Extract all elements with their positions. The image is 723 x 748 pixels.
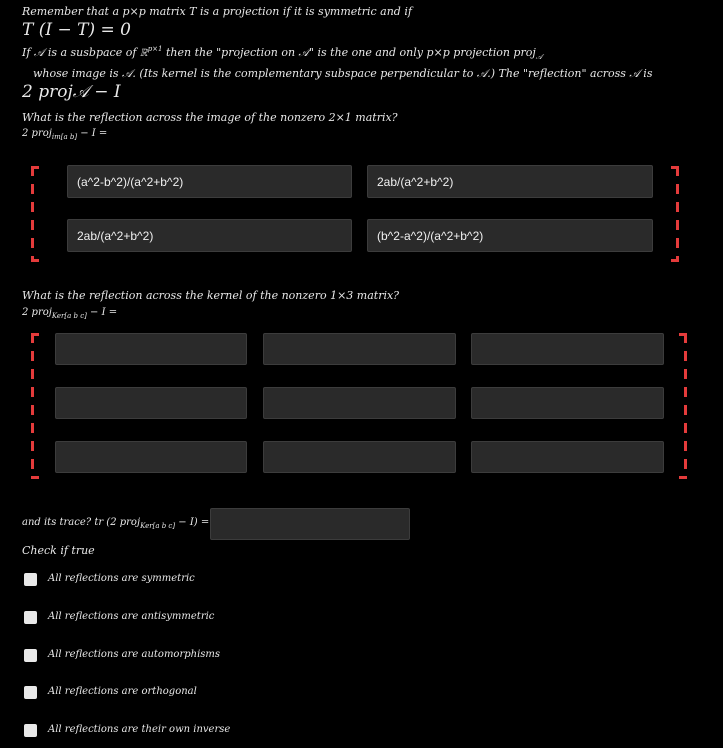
check-title: Check if true bbox=[22, 544, 95, 557]
matrix-2-cell-r2c1[interactable] bbox=[55, 387, 247, 419]
intro-line-2-sup: p×1 bbox=[147, 45, 163, 53]
projection-equation: T (I − T) = 0 bbox=[22, 20, 131, 40]
intro-line-3: whose image is 𝒜. (Its kernel is the complementary subspace perpendicular to 𝒜.) The "reflection" across 𝒜 is bbox=[33, 67, 653, 80]
checkbox-automorphisms[interactable] bbox=[24, 649, 37, 662]
intro-line-2-sub: 𝒜 bbox=[535, 53, 543, 61]
intro-line-2-a: If 𝒜 is a susbpace of ℝ bbox=[22, 46, 148, 59]
question-1-expression bbox=[22, 128, 107, 141]
reflection-formula: 2 proj𝒜 − I bbox=[22, 82, 121, 102]
matrix-1-cell-r1c1[interactable]: (a^2-b^2)/(a^2+b^2) bbox=[67, 165, 352, 198]
trace-prefix: and its trace? tr (2 proj bbox=[22, 517, 141, 528]
matrix-2-cell-r2c3[interactable] bbox=[471, 387, 664, 419]
trace-question bbox=[22, 517, 209, 530]
matrix-1-cell-r2c2[interactable]: (b^2-a^2)/(a^2+b^2) bbox=[367, 219, 653, 252]
checkbox-antisymmetric[interactable] bbox=[24, 611, 37, 624]
matrix-2-cell-r1c1[interactable] bbox=[55, 333, 247, 365]
trace-answer-input[interactable] bbox=[210, 508, 410, 540]
q2-expr: 2 proj bbox=[22, 307, 52, 318]
intro-line-2 bbox=[22, 45, 542, 62]
q2-expr-tail: − I = bbox=[86, 307, 118, 318]
check-label-symmetric: All reflections are symmetric bbox=[48, 573, 195, 584]
q1-expr-sub: im[a b] bbox=[51, 133, 78, 141]
matrix-2-cell-r3c2[interactable] bbox=[263, 441, 456, 473]
matrix-2-cell-r3c1[interactable] bbox=[55, 441, 247, 473]
q1-expr: 2 proj bbox=[22, 128, 52, 139]
intro-line-2-b: then the "projection on 𝒜" is the one and only p×p projection proj bbox=[162, 46, 536, 59]
matrix-1-cell-r2c1[interactable]: 2ab/(a^2+b^2) bbox=[67, 219, 352, 252]
trace-sub: Ker[a b c] bbox=[140, 522, 176, 530]
matrix-2-cell-r2c2[interactable] bbox=[263, 387, 456, 419]
matrix-1-cell-r1c2[interactable]: 2ab/(a^2+b^2) bbox=[367, 165, 653, 198]
question-1-text: What is the reflection across the image of the nonzero 2×1 matrix? bbox=[22, 111, 398, 124]
question-2-expression bbox=[22, 307, 117, 320]
check-label-automorphisms: All reflections are automorphisms bbox=[48, 649, 221, 660]
question-2-text: What is the reflection across the kernel of the nonzero 1×3 matrix? bbox=[22, 289, 400, 302]
intro-line-1: Remember that a p×p matrix T is a projection if it is symmetric and if bbox=[22, 5, 412, 18]
q1-expr-tail: − I = bbox=[77, 128, 108, 139]
matrix-2-cell-r3c3[interactable] bbox=[471, 441, 664, 473]
q2-expr-sub: Ker[a b c] bbox=[51, 312, 87, 320]
matrix-2-cell-r1c3[interactable] bbox=[471, 333, 664, 365]
check-label-orthogonal: All reflections are orthogonal bbox=[48, 686, 197, 697]
checkbox-own-inverse[interactable] bbox=[24, 724, 37, 737]
trace-suffix: − I) = bbox=[175, 517, 210, 528]
matrix-2-cell-r1c2[interactable] bbox=[263, 333, 456, 365]
check-label-antisymmetric: All reflections are antisymmetric bbox=[48, 611, 215, 622]
checkbox-symmetric[interactable] bbox=[24, 573, 37, 586]
checkbox-orthogonal[interactable] bbox=[24, 686, 37, 699]
check-label-own-inverse: All reflections are their own inverse bbox=[48, 724, 231, 735]
